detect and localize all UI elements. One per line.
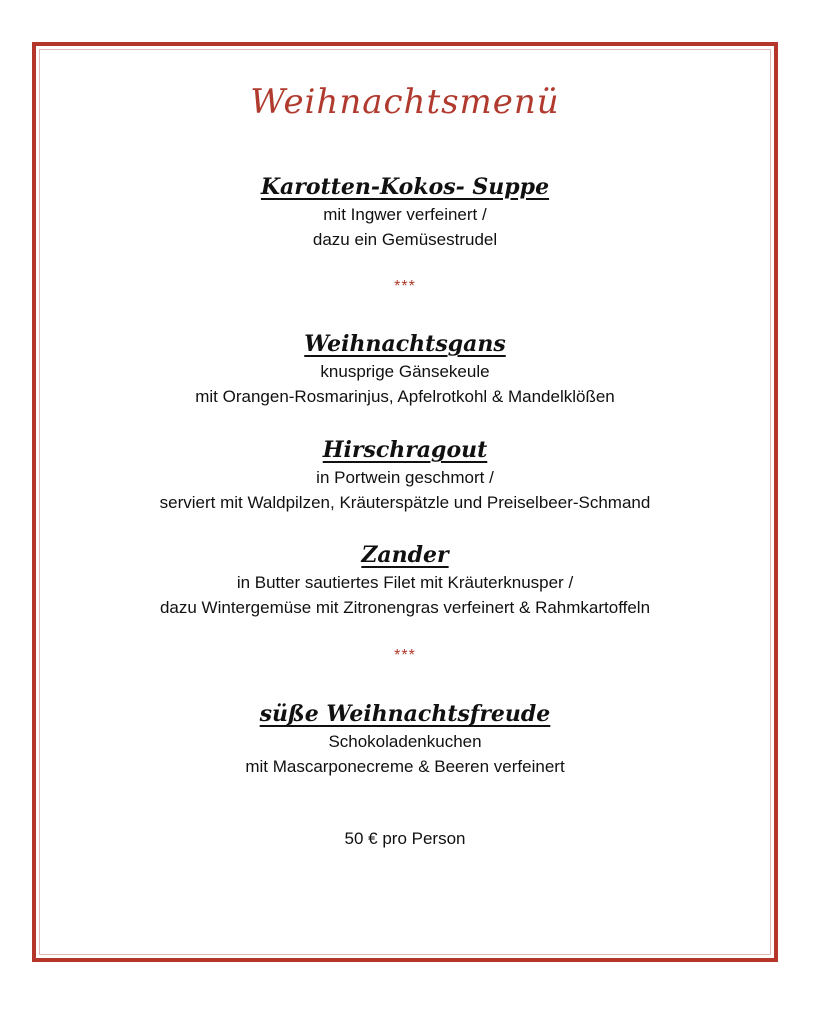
course-separator: ***: [394, 278, 416, 295]
course-soup: [32, 172, 778, 252]
course-title: Zander: [361, 542, 449, 568]
course-description-line: mit Ingwer verfeinert /: [323, 205, 487, 224]
course-dessert: [32, 699, 778, 779]
course-description-line: mit Mascarponecreme & Beeren verfeinert: [245, 757, 565, 776]
menu-title: Weihnachtsmenü: [250, 82, 560, 122]
course-description-line: dazu Wintergemüse mit Zitronengras verfeinert & Rahmkartoffeln: [159, 598, 651, 617]
course-description-line: dazu ein Gemüsestrudel: [312, 230, 498, 249]
course-description-line: in Butter sautiertes Filet mit Kräuterknusper /: [236, 573, 574, 592]
course-title: Karotten-Kokos- Suppe: [260, 174, 550, 200]
course-venison: [32, 435, 778, 515]
course-title: süße Weihnachtsfreude: [259, 701, 551, 727]
course-title: Hirschragout: [322, 437, 488, 463]
course-description-line: knusprige Gänsekeule: [320, 362, 490, 381]
course-goose: [32, 329, 778, 409]
price-per-person: 50 € pro Person: [344, 829, 466, 848]
course-description-line: serviert mit Waldpilzen, Kräuterspätzle und Preiselbeer-Schmand: [159, 493, 651, 512]
course-description-line: in Portwein geschmort /: [316, 468, 494, 487]
course-separator: ***: [394, 647, 416, 664]
course-zander: [32, 540, 778, 620]
course-description-line: mit Orangen-Rosmarinjus, Apfelrotkohl & Mandelklößen: [195, 387, 615, 406]
course-title: Weihnachtsgans: [304, 331, 506, 357]
course-description-line: Schokoladenkuchen: [328, 732, 482, 751]
